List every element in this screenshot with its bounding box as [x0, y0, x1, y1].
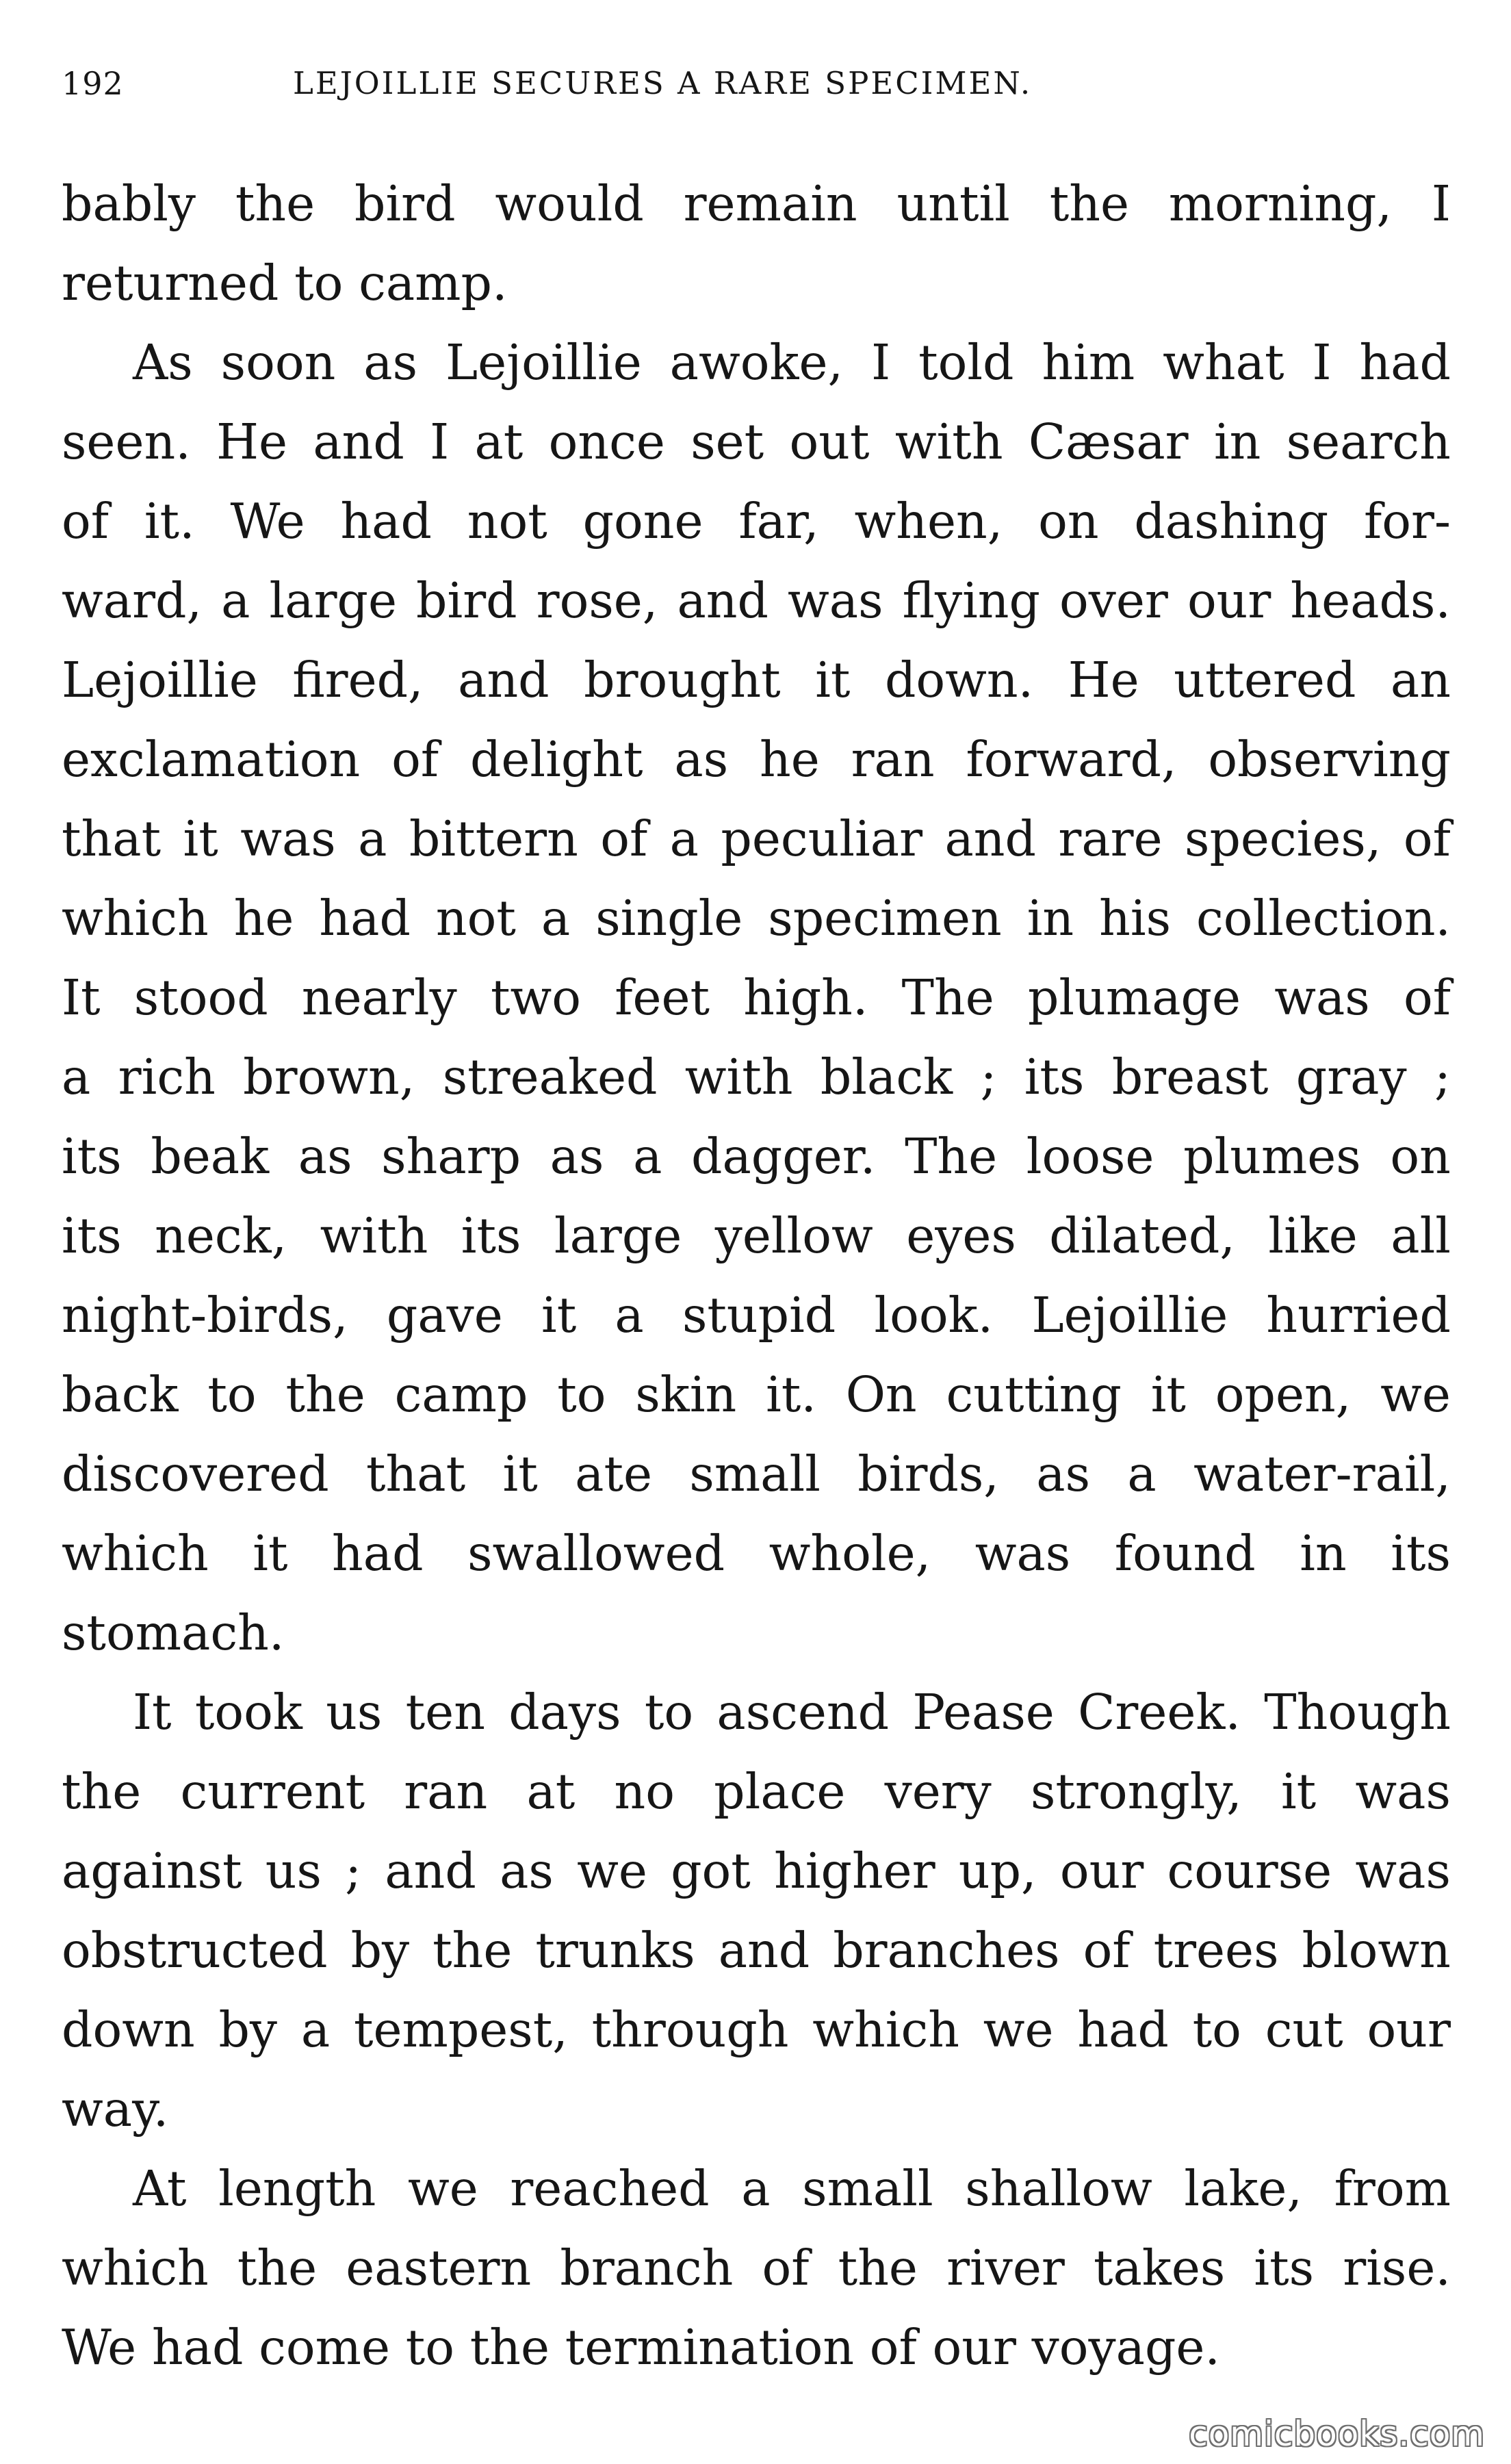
- text-line: of it. We had not gone far, when, on dashing for-: [62, 493, 1451, 550]
- text-line: way.: [62, 2081, 169, 2138]
- text-line: a rich brown, streaked with black ; its breast gray ;: [62, 1049, 1451, 1105]
- text-line: We had come to the termination of our voyage.: [62, 2319, 1220, 2376]
- text-line: discovered that it ate small birds, as a water-rail,: [62, 1446, 1451, 1502]
- text-line: the current ran at no place very strongly, it was: [62, 1763, 1451, 1820]
- text-line: bably the bird would remain until the morning, I: [62, 175, 1451, 232]
- text-line: At length we reached a small shallow lake, from: [133, 2160, 1451, 2217]
- text-line: returned to camp.: [62, 255, 508, 311]
- text-line: It took us ten days to ascend Pease Creek. Though: [133, 1684, 1451, 1741]
- text-line: obstructed by the trunks and branches of trees blown: [62, 1922, 1451, 1979]
- text-line: seen. He and I at once set out with Cæsar in search: [62, 413, 1451, 470]
- running-head: LEJOILLIE SECURES A RARE SPECIMEN.: [293, 65, 1033, 101]
- page-number: 192: [62, 65, 124, 102]
- text-line: against us ; and as we got higher up, our course was: [62, 1843, 1451, 1899]
- text-line: which he had not a single specimen in his collection.: [62, 890, 1451, 947]
- text-line: night-birds, gave it a stupid look. Lejoillie hurried: [62, 1287, 1451, 1344]
- text-line: exclamation of delight as he ran forward, observing: [62, 731, 1451, 788]
- text-line: As soon as Lejoillie awoke, I told him what I had: [133, 334, 1451, 391]
- text-line: that it was a bittern of a peculiar and rare species, of: [62, 810, 1451, 867]
- page-header: [62, 63, 1451, 118]
- watermark: comicbooks.com: [1189, 2414, 1485, 2454]
- body-text: [62, 164, 1451, 2387]
- text-line: stomach.: [62, 1604, 285, 1661]
- text-line: ward, a large bird rose, and was flying over our heads.: [62, 572, 1451, 629]
- text-line: which it had swallowed whole, was found in its: [62, 1525, 1451, 1582]
- text-line: its beak as sharp as a dagger. The loose plumes on: [62, 1128, 1451, 1185]
- text-line: Lejoillie fired, and brought it down. He uttered an: [62, 652, 1451, 708]
- text-line: which the eastern branch of the river takes its rise.: [62, 2240, 1451, 2296]
- text-line: It stood nearly two feet high. The plumage was of: [62, 969, 1451, 1026]
- text-line: its neck, with its large yellow eyes dilated, like all: [62, 1207, 1451, 1264]
- text-line: back to the camp to skin it. On cutting it open, we: [62, 1366, 1451, 1423]
- text-line: down by a tempest, through which we had to cut our: [62, 2001, 1451, 2058]
